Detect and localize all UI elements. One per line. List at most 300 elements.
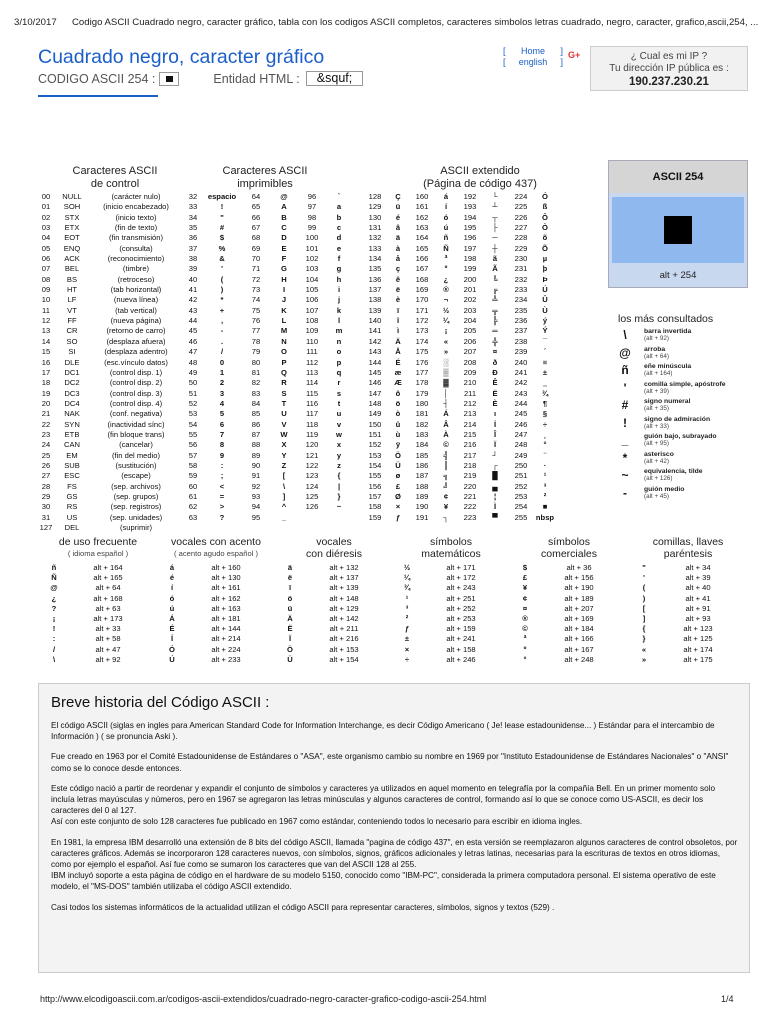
table-cell: § <box>542 409 548 419</box>
table-cell: 12 <box>41 316 51 326</box>
table-cell: Ç <box>395 192 401 201</box>
table-cell: 164 <box>415 233 429 243</box>
table-row <box>366 378 558 388</box>
table-row <box>186 264 354 274</box>
table-cell: ╚ <box>492 274 498 284</box>
table-row <box>186 378 354 388</box>
group-rows <box>511 563 627 665</box>
table-cell: Ð <box>492 367 498 377</box>
table-cell: 129 <box>368 202 382 212</box>
table-row <box>366 202 558 212</box>
table-cell: O <box>281 347 287 357</box>
table-cell: { <box>337 471 341 481</box>
table-cell: 243 <box>514 388 528 398</box>
consulted-item[interactable] <box>615 346 755 364</box>
table-cell: (esc.vínculo datos) <box>104 357 168 367</box>
group-char: " <box>642 563 646 572</box>
table-cell: ¬ <box>443 295 449 305</box>
table-cell: 199 <box>463 264 477 274</box>
table-cell: è <box>395 295 401 305</box>
table-cell: ± <box>542 367 548 377</box>
consulted-alt: (alt + 39) <box>644 387 670 395</box>
group-row <box>276 594 392 604</box>
group-char: ä <box>287 563 293 572</box>
table-cell: 01 <box>41 202 51 212</box>
group-row <box>158 614 274 624</box>
table-cell: ´ <box>543 347 547 357</box>
group-alt: alt + 64 <box>95 583 121 593</box>
table-cell: 187 <box>415 471 429 481</box>
group-row <box>276 583 392 593</box>
consulted-alt: (alt + 45) <box>644 492 670 500</box>
group-alt: alt + 190 <box>564 583 594 593</box>
table-cell: 13 <box>41 326 51 336</box>
table-row <box>366 295 558 305</box>
table-cell: (fin de texto) <box>114 223 158 233</box>
table-cell: 168 <box>415 274 429 284</box>
table-cell: 1 <box>219 367 225 377</box>
table-cell: 6 <box>219 419 225 429</box>
consulted-name[interactable]: comilla simple, apóstrofe <box>644 380 726 388</box>
bracket: [ <box>503 57 506 67</box>
table-cell: 231 <box>514 264 528 274</box>
table-cell: 68 <box>251 233 261 243</box>
table-row <box>38 192 182 202</box>
table-row <box>186 285 354 295</box>
consulted-alt: (alt + 33) <box>644 422 670 430</box>
table-cell: r <box>337 378 341 388</box>
group-row <box>630 655 746 665</box>
table-row <box>38 482 182 492</box>
table-cell: Þ <box>542 274 548 284</box>
group-title: comillas, llaves <box>652 536 724 548</box>
table-cell: E <box>281 243 287 253</box>
group-row <box>630 604 746 614</box>
table-cell: K <box>281 305 287 315</box>
table-cell: 185 <box>415 450 429 460</box>
table-row <box>366 316 558 326</box>
table-cell: 20 <box>41 398 51 408</box>
consulted-symbol: * <box>622 450 628 465</box>
group-alt: alt + 167 <box>564 644 594 654</box>
table-cell: 18 <box>41 378 51 388</box>
table-cell: 153 <box>368 450 382 460</box>
group-row <box>276 634 392 644</box>
table-cell: 41 <box>188 285 198 295</box>
black-square-icon <box>664 216 692 244</box>
table-cell: 210 <box>463 378 477 388</box>
group-row <box>158 645 274 655</box>
table-cell: 30 <box>41 502 51 512</box>
group-char: £ <box>522 573 528 583</box>
table-cell: 130 <box>368 212 382 222</box>
consulted-item[interactable] <box>615 328 755 346</box>
consulted-symbol: # <box>621 398 629 412</box>
print-date: 3/10/2017 <box>14 17 57 28</box>
table-cell: 102 <box>305 254 319 264</box>
group-char: ± <box>404 634 410 644</box>
table-cell: Å <box>395 347 401 357</box>
table-cell: d <box>336 233 342 243</box>
table-cell: 63 <box>188 512 198 522</box>
table-cell: h <box>336 274 342 284</box>
group-char: ó <box>169 593 175 603</box>
group-row <box>511 583 627 593</box>
table-cell: BS <box>66 274 78 284</box>
group-alt: alt + 163 <box>211 603 241 613</box>
table-cell: 128 <box>368 192 382 201</box>
table-cell: ñ <box>443 233 449 243</box>
table-cell: i <box>337 285 341 295</box>
table-cell: 44 <box>188 316 198 326</box>
table-cell: 94 <box>251 502 261 512</box>
table-cell: $ <box>219 233 225 243</box>
control-table <box>38 192 182 533</box>
table-cell: SO <box>66 336 78 346</box>
ip-question[interactable]: ¿ Cual es mi IP ? <box>630 51 708 62</box>
table-cell: ¢ <box>443 491 449 501</box>
group-char: Ï <box>288 634 292 644</box>
title-underline <box>38 95 158 97</box>
table-cell: 42 <box>188 295 198 305</box>
table-cell: FS <box>67 481 77 491</box>
group-alt: alt + 153 <box>329 644 359 654</box>
table-cell: Ý <box>542 326 548 336</box>
table-row <box>38 389 182 399</box>
table-cell: (fin del medio) <box>111 450 161 460</box>
table-cell: 85 <box>251 409 261 419</box>
table-cell: n <box>336 336 342 346</box>
table-cell: ¼ <box>442 316 450 326</box>
table-cell: 88 <box>251 440 261 450</box>
table-cell: Æ <box>394 378 402 388</box>
consulted-name[interactable]: guión bajo, subrayado <box>644 433 717 440</box>
table-cell: 111 <box>306 347 318 357</box>
table-cell: 47 <box>188 347 198 357</box>
table-cell: 91 <box>251 471 261 481</box>
table-cell: 139 <box>368 305 382 315</box>
table-cell: ENQ <box>63 243 81 253</box>
table-cell: 0 <box>219 357 225 367</box>
table-cell: DC4 <box>64 398 80 408</box>
table-cell: u <box>336 409 342 419</box>
table-cell: 114 <box>305 378 319 388</box>
group-subtitle: ( acento agudo español ) <box>173 548 258 558</box>
table-cell: 241 <box>514 367 528 377</box>
table-cell: * <box>220 295 224 305</box>
table-cell: « <box>443 336 449 346</box>
table-row <box>366 471 558 481</box>
table-cell: 174 <box>415 336 429 346</box>
table-cell: 160 <box>415 192 429 201</box>
table-cell: 179 <box>415 388 429 398</box>
table-cell: 141 <box>368 326 382 336</box>
table-cell: 250 <box>514 460 528 470</box>
table-cell: 07 <box>41 264 51 274</box>
table-cell: 255 <box>514 512 528 522</box>
group-row <box>630 583 746 593</box>
home-link[interactable]: Home <box>520 46 545 56</box>
table-cell: ù <box>395 429 401 439</box>
table-cell <box>324 513 354 523</box>
table-row <box>366 347 558 357</box>
table-cell: ╣ <box>443 450 449 460</box>
table-cell: 176 <box>415 357 429 367</box>
table-cell: 147 <box>368 388 382 398</box>
group-char: ( <box>642 583 646 593</box>
table-cell: 137 <box>368 285 382 295</box>
table-cell: 43 <box>188 305 198 315</box>
table-cell: ═ <box>492 326 498 336</box>
consulted-name[interactable]: signo numeral <box>644 398 691 405</box>
table-cell: ESC <box>64 471 80 481</box>
control-header <box>40 165 190 191</box>
group-char: ³ <box>405 603 409 613</box>
table-cell: 144 <box>368 357 382 367</box>
group-alt: alt + 154 <box>329 654 359 664</box>
char-group <box>276 536 392 664</box>
group-row <box>40 634 156 644</box>
table-cell: 202 <box>463 295 477 305</box>
table-cell: 55 <box>188 429 198 439</box>
consulted-item[interactable] <box>615 468 755 486</box>
table-cell: 169 <box>415 285 429 295</box>
table-cell: US <box>66 512 78 522</box>
table-cell: 201 <box>463 285 477 295</box>
ascii-box-title: ASCII 254 <box>609 161 747 193</box>
table-cell: ACK <box>64 254 80 264</box>
table-cell: 217 <box>463 450 477 460</box>
table-cell: Ú <box>542 285 548 295</box>
group-alt: alt + 123 <box>683 624 713 634</box>
group-alt: alt + 189 <box>564 593 594 603</box>
table-cell: 95 <box>251 512 261 522</box>
table-cell: 191 <box>415 512 429 522</box>
group-alt: alt + 40 <box>685 583 711 593</box>
table-cell: 10 <box>41 295 51 305</box>
group-alt: alt + 162 <box>211 593 241 603</box>
table-row <box>186 316 354 326</box>
table-cell: 224 <box>514 192 528 201</box>
group-char: É <box>169 624 175 634</box>
table-cell: ä <box>395 233 401 243</box>
table-cell: ▀ <box>492 512 498 522</box>
char-display <box>612 197 744 263</box>
table-cell: 62 <box>188 502 198 512</box>
consulted-alt: (alt + 92) <box>644 335 670 342</box>
consulted-alt: (alt + 64) <box>644 352 670 360</box>
table-cell: ü <box>395 202 401 212</box>
group-char: Á <box>169 613 175 623</box>
group-char: ? <box>51 603 57 613</box>
consulted-name[interactable]: equivalencia, tilde <box>644 468 703 475</box>
consulted-item[interactable] <box>615 363 755 381</box>
history-section <box>38 683 750 973</box>
table-cell: 21 <box>41 409 51 419</box>
group-rows <box>158 563 274 665</box>
group-alt: alt + 211 <box>329 624 359 634</box>
consulted-name[interactable]: arroba <box>644 345 666 353</box>
ip-sub: Tu dirección IP pública es : <box>609 63 729 74</box>
table-cell: 230 <box>514 254 528 264</box>
consulted-name[interactable]: eñe minúscula <box>644 363 692 370</box>
table-cell: 98 <box>307 212 317 222</box>
consulted-name[interactable]: guión medio <box>644 485 685 493</box>
table-row <box>38 202 182 212</box>
table-cell: 171 <box>415 305 429 315</box>
table-cell: A <box>281 202 287 212</box>
table-cell: 208 <box>463 357 477 367</box>
group-char: ¥ <box>522 583 528 593</box>
table-row <box>366 306 558 316</box>
table-cell: 166 <box>415 254 429 264</box>
table-cell: û <box>395 419 401 429</box>
consulted-item[interactable] <box>615 451 755 469</box>
table-cell: 145 <box>368 367 382 377</box>
table-cell: ï <box>396 305 400 315</box>
code-line <box>38 71 363 86</box>
table-cell: D <box>281 233 287 243</box>
table-cell: 188 <box>415 481 429 491</box>
table-cell: X <box>281 440 287 450</box>
table-row <box>38 347 182 357</box>
group-char: ¤ <box>522 603 528 613</box>
table-cell: 229 <box>514 243 528 253</box>
english-link[interactable]: english <box>518 57 548 67</box>
consulted-item[interactable] <box>615 381 755 399</box>
table-cell: ° <box>543 440 547 450</box>
table-cell: Ï <box>493 440 497 450</box>
table-cell: 84 <box>251 398 261 408</box>
table-row <box>366 440 558 450</box>
table-cell: 118 <box>305 419 319 429</box>
group-row <box>276 645 392 655</box>
table-cell: ╔ <box>492 285 498 295</box>
table-cell: 238 <box>514 336 528 346</box>
consulted-item[interactable] <box>615 486 755 504</box>
table-cell <box>300 513 324 523</box>
table-row <box>186 389 354 399</box>
table-cell: Ô <box>542 212 548 222</box>
table-cell: ┐ <box>443 512 449 522</box>
group-alt: alt + 173 <box>93 613 123 623</box>
group-char: Ó <box>169 644 175 654</box>
table-row <box>38 523 182 533</box>
table-cell: 163 <box>415 223 429 233</box>
consulted-item[interactable] <box>615 433 755 451</box>
black-square-icon <box>166 76 173 82</box>
table-cell: 204 <box>463 316 477 326</box>
table-cell: È <box>492 398 498 408</box>
table-row <box>38 326 182 336</box>
table-row <box>186 420 354 430</box>
table-row <box>38 368 182 378</box>
table-cell: 69 <box>251 243 261 253</box>
group-char: ½ <box>403 563 411 572</box>
table-row <box>38 430 182 440</box>
group-alt: alt + 39 <box>685 573 711 583</box>
table-cell: m <box>335 326 343 336</box>
table-cell: (inicio encabezado) <box>103 202 169 212</box>
consulted-item[interactable] <box>615 416 755 434</box>
table-row <box>186 244 354 254</box>
consulted-item[interactable] <box>615 398 755 416</box>
consulted-symbol: @ <box>619 345 631 360</box>
consulted-name[interactable]: signo de admiración <box>644 415 711 423</box>
group-char: ÷ <box>404 654 410 664</box>
char-group <box>511 536 627 664</box>
table-cell: DEL <box>64 523 80 532</box>
table-row <box>366 285 558 295</box>
table-cell: 32 <box>188 192 198 201</box>
printable-header <box>190 165 340 191</box>
group-row <box>276 624 392 634</box>
group-row <box>393 634 509 644</box>
char-group <box>393 536 509 664</box>
table-cell: 121 <box>305 450 319 460</box>
table-cell: 54 <box>188 419 198 429</box>
table-row <box>38 306 182 316</box>
group-char: ¼ <box>403 573 411 583</box>
group-char: é <box>169 573 175 583</box>
table-cell: é <box>395 212 401 222</box>
group-alt: alt + 251 <box>446 593 476 603</box>
group-row <box>40 645 156 655</box>
table-cell: 119 <box>305 429 319 439</box>
gplus-button[interactable]: G+ <box>568 50 581 60</box>
group-alt: alt + 158 <box>446 644 476 654</box>
group-rows <box>40 563 156 665</box>
table-row <box>186 471 354 481</box>
table-cell: 05 <box>41 243 51 253</box>
group-alt: alt + 224 <box>211 644 241 654</box>
consulted-title: los más consultados <box>618 313 714 325</box>
group-title: símbolos <box>547 536 590 548</box>
table-cell: 219 <box>463 471 477 481</box>
table-cell: º <box>444 264 448 274</box>
table-cell: 16 <box>41 357 51 367</box>
table-cell: ÷ <box>542 419 548 429</box>
table-cell: 77 <box>251 326 261 336</box>
group-title-2: con diéresis <box>305 547 363 560</box>
table-cell: ½ <box>442 305 450 315</box>
table-cell: Z <box>281 460 287 470</box>
table-row <box>38 316 182 326</box>
consulted-alt: (alt + 42) <box>644 457 670 465</box>
table-row <box>38 285 182 295</box>
table-cell: ‗ <box>542 378 548 388</box>
table-cell: ¿ <box>443 274 449 284</box>
table-row <box>38 409 182 419</box>
table-cell: SI <box>68 347 76 357</box>
table-cell: FF <box>67 316 77 326</box>
table-row <box>186 347 354 357</box>
consulted-name[interactable]: barra invertida <box>644 328 692 335</box>
table-cell: 04 <box>41 233 51 243</box>
table-row <box>366 337 558 347</box>
group-row <box>40 604 156 614</box>
table-cell: 61 <box>188 491 198 501</box>
table-cell: 178 <box>415 378 429 388</box>
table-cell: 122 <box>305 460 319 470</box>
table-cell: DC3 <box>64 388 80 398</box>
table-cell: ì <box>396 326 400 336</box>
consulted-name[interactable]: asterisco <box>644 450 674 458</box>
table-cell: ┬ <box>492 212 498 222</box>
table-cell: (sep. archivos) <box>111 481 161 491</box>
table-row <box>366 275 558 285</box>
group-char: $ <box>522 563 528 572</box>
